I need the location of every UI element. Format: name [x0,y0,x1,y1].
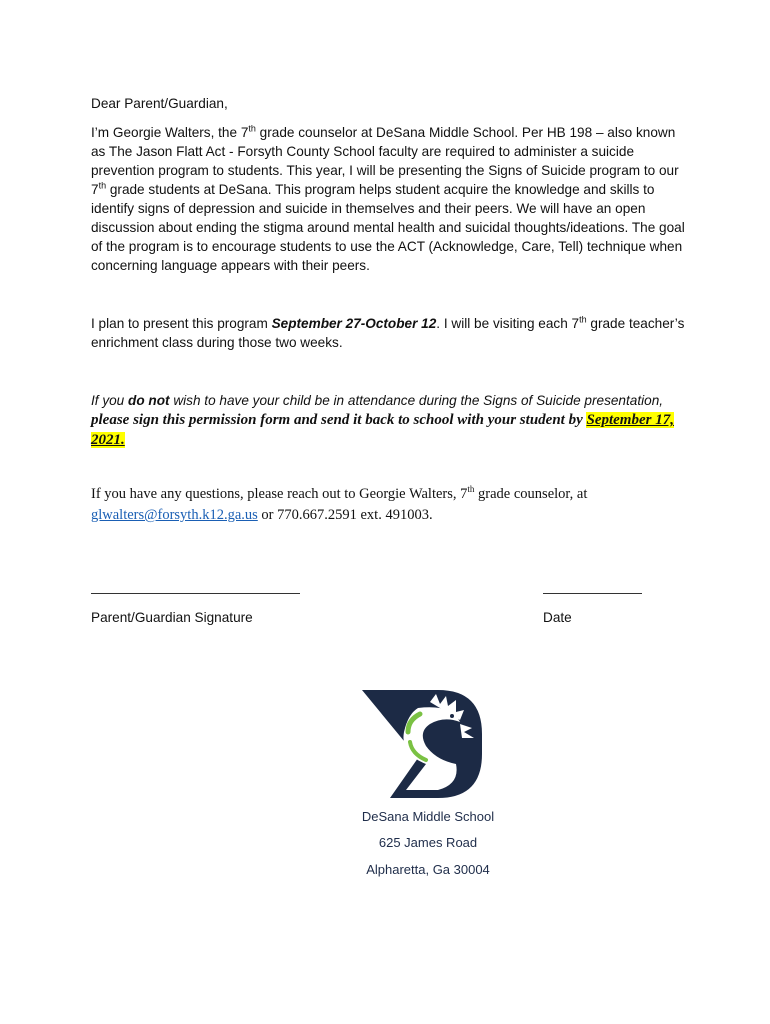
greeting: Dear Parent/Guardian, [91,96,228,111]
intro-text-1: I’m Georgie Walters, the 7 [91,125,249,140]
email-link[interactable]: glwalters@forsyth.k12.ga.us [91,507,258,523]
questions-text-3: or 770.667.2591 ext. 491003. [257,507,433,523]
parent-signature-label: Parent/Guardian Signature [91,610,253,625]
intro-sup-2: th [98,180,107,191]
plan-text-1: I plan to present this program [91,316,272,331]
school-city: Alpharetta, Ga 30004 [366,862,490,877]
intro-paragraph [91,123,691,275]
questions-paragraph [91,484,691,526]
plan-text-3: grade teacher’s enrichment class during those two weeks. [91,316,685,350]
date-label: Date [543,610,572,625]
intro-text-3: grade students at DeSana. This program helps student acquire the knowledge and skills to identify signs of depression and suicide in themselves and their peers. We will have an open discussion about ending the stigma around mental health and suicidal thoughts/ideations. The goal of the program is to encourage students to use the ACT (Acknowledge, Care, Tell) technique when concerning language appears with their peers. [91,182,685,273]
questions-text-1: If you have any questions, please reach out to Georgie Walters, 7 [91,486,468,502]
optout-deadline: September 17, 2021. [91,412,674,448]
optout-paragraph [91,391,691,450]
optout-instruction: please sign this permission form and send it back to school with your student by [91,412,587,428]
plan-text-2: . I will be visiting each 7 [436,316,580,331]
school-name: DeSana Middle School [361,809,495,824]
plan-dates: September 27-October 12 [271,316,437,331]
intro-text-2: grade counselor at DeSana Middle School. Per HB 198 – also known as The Jason Flatt Act - Forsyth County School faculty are required to administer a suicide prevention program to students. This year, I will be presenting the Signs of Suicide program to our 7 [91,125,679,197]
dragon-d-logo-icon [360,688,484,800]
intro-sup-1: th [248,123,256,134]
parent-signature-line[interactable] [91,593,300,594]
plan-sup: th [579,314,587,325]
optout-text-2: wish to have your child be in attendance during the Signs of Suicide presentation, [169,393,664,408]
questions-text-2: grade counselor, at [474,486,588,502]
date-line[interactable] [543,593,642,594]
optout-do-not: do not [128,393,170,408]
questions-sup: th [467,484,475,495]
school-street: 625 James Road [378,835,478,850]
optout-text-1: If you [91,393,129,408]
plan-paragraph [91,314,691,352]
